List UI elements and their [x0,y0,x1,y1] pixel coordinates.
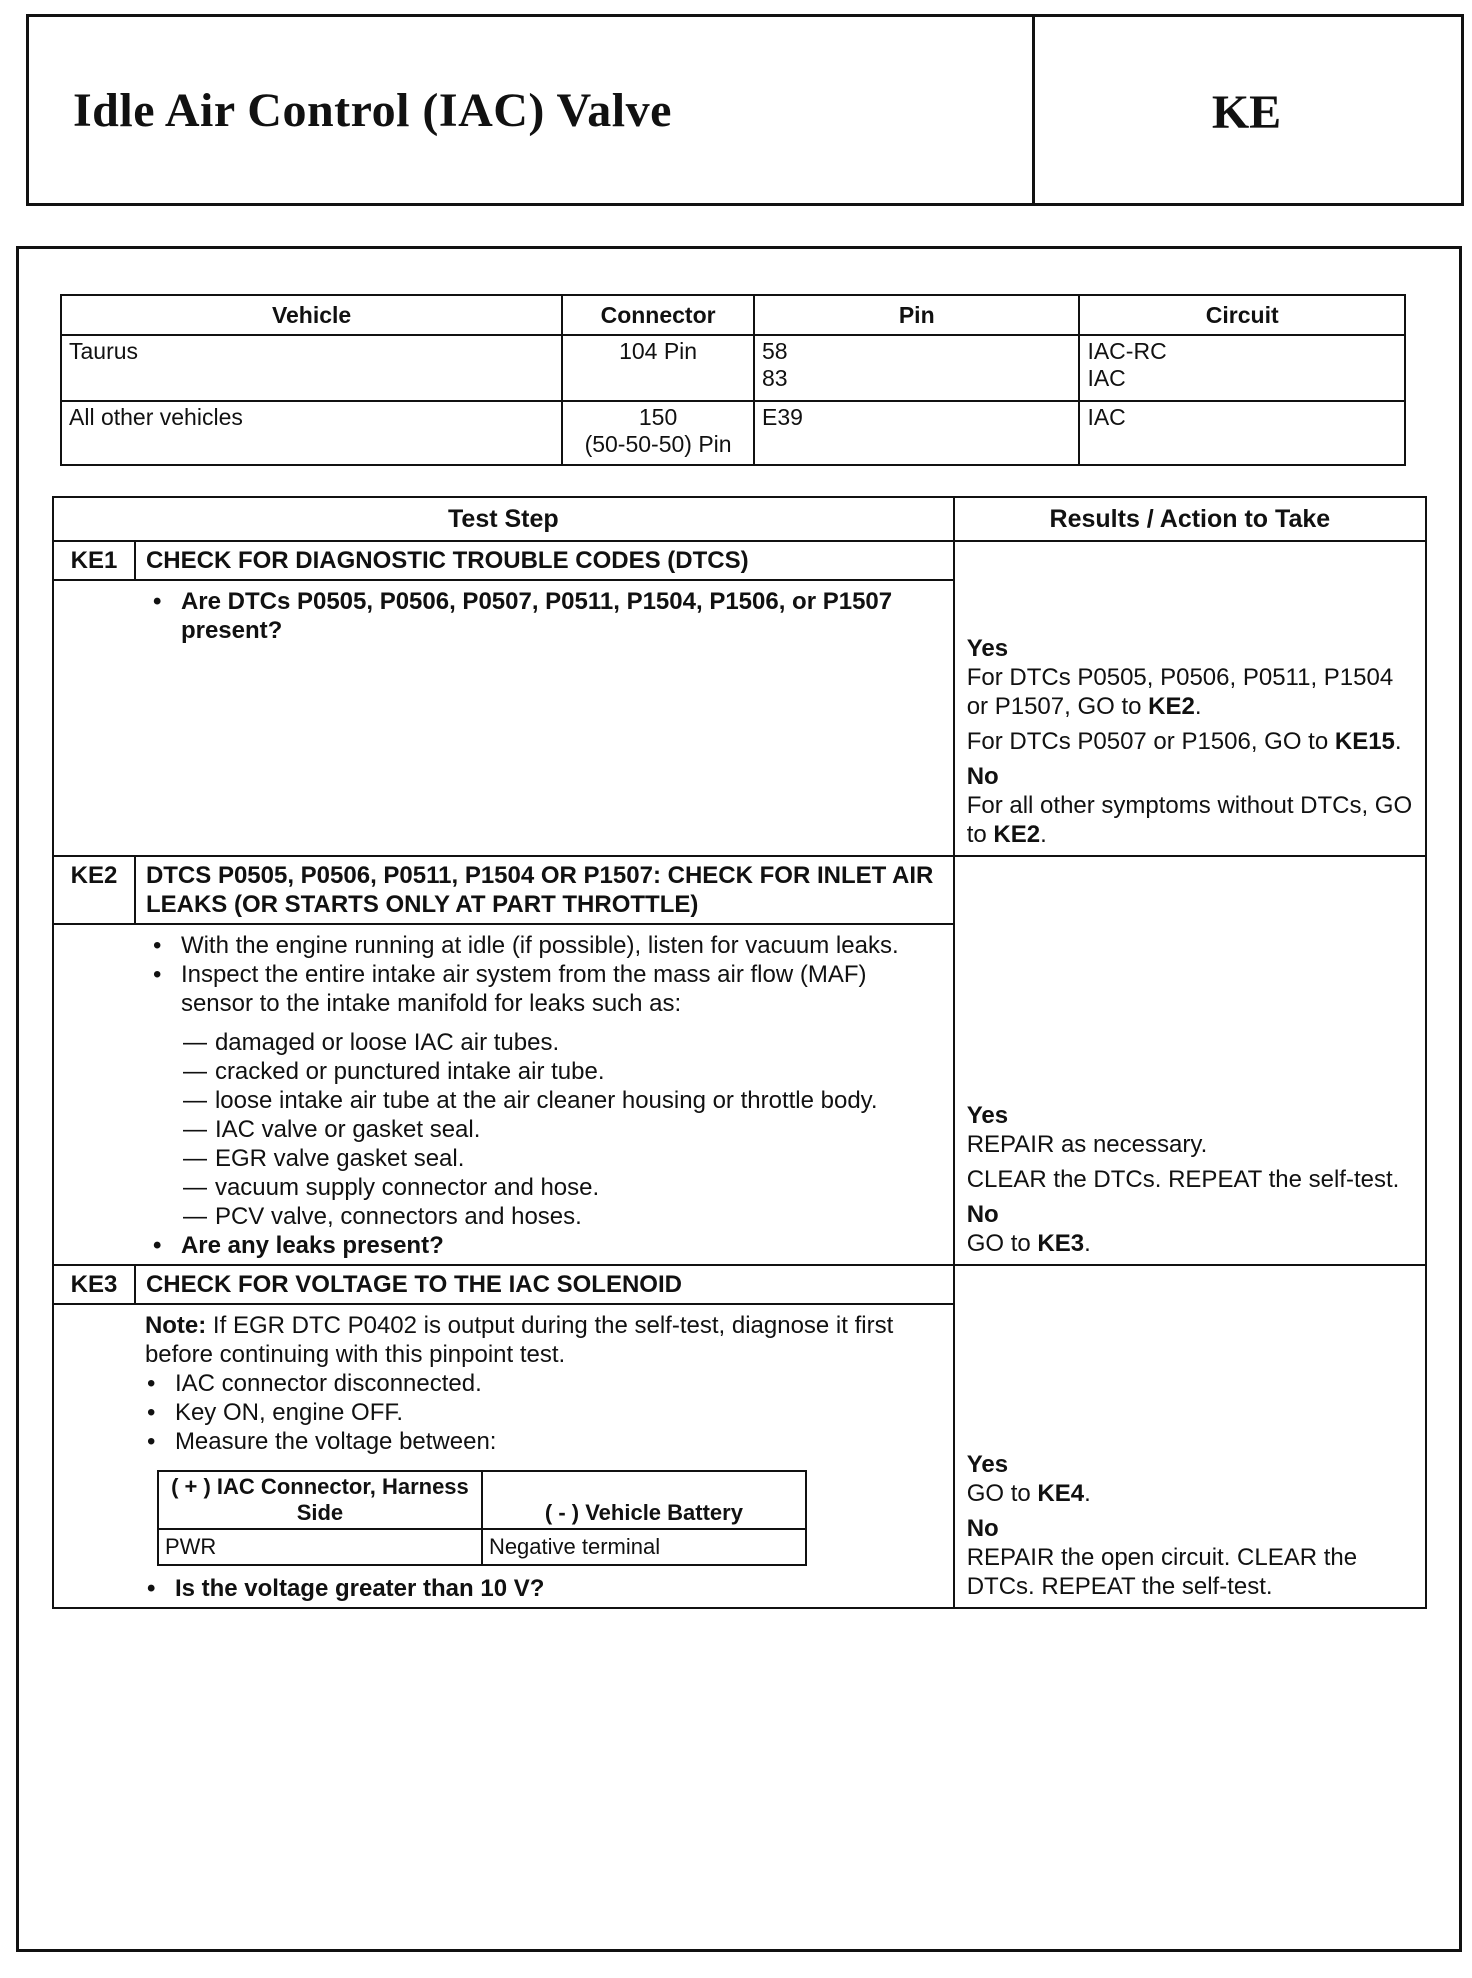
step-ref: KE2 [993,821,1041,848]
cell-connector [562,335,754,401]
cell-pin-line: 83 [762,365,788,391]
result-text: CLEAR the DTCs. REPEAT the self-test. [966,1166,1400,1193]
cell-connector-line: (50-50-50) Pin [584,431,732,457]
step-bullet: • With the engine running at idle (if possible), listen for vacuum leaks. [145,931,943,960]
step-id-spacer [53,1304,135,1608]
col-vehicle: Vehicle [61,295,562,335]
step-title: CHECK FOR DIAGNOSTIC TROUBLE CODES (DTCS) [135,541,954,580]
step-ref: KE3 [1037,1230,1085,1257]
test-step-table [52,496,1427,1609]
step-bullets [145,1231,943,1260]
col-connector: Connector [562,295,754,335]
step-results [954,541,1426,856]
cell-vehicle: All other vehicles [61,401,562,465]
cell-circuit-line: IAC [1087,404,1126,430]
cell-connector-line: 104 Pin [619,338,698,364]
cell-pin [754,335,1079,401]
measurement-header [158,1471,806,1529]
result-text: For DTCs P0507 or P1506, GO to KE15. [966,728,1402,755]
list-item: — cracked or punctured intake air tube. [145,1057,943,1086]
step-ke2-title-row [53,856,1426,924]
step-bullets [139,1369,943,1456]
cell-circuit-line: IAC [1087,365,1126,391]
yes-label: Yes [966,1451,1009,1478]
meas-col-negative: ( - ) Vehicle Battery [482,1471,806,1529]
result-text-part: For DTCs P0505, P0506, P0511, P1504 or P1507, GO to [966,664,1394,720]
list-item: — PCV valve, connectors and hoses. [145,1202,943,1231]
step-bullet: • Key ON, engine OFF. [139,1398,943,1427]
step-id-spacer [53,924,135,1265]
result-text: For all other symptoms without DTCs, GO to KE2. [966,792,1413,848]
step-note [145,1311,943,1369]
result-text: GO to KE4. [966,1480,1091,1507]
cell-pin [754,401,1079,465]
section-code: KE [1211,86,1282,139]
col-results: Results / Action to Take [954,497,1426,541]
step-body [135,924,954,1265]
step-id-spacer [53,580,135,856]
cell-circuit [1079,335,1405,401]
result-text-part: GO to [966,1230,1038,1257]
list-item: — EGR valve gasket seal. [145,1144,943,1173]
step-bullet: • Measure the voltage between: [139,1427,943,1456]
meas-col-positive: ( + ) IAC Connector, Harness Side [158,1471,482,1529]
step-title: CHECK FOR VOLTAGE TO THE IAC SOLENOID [135,1265,954,1304]
step-question: • Are DTCs P0505, P0506, P0507, P0511, P1504, P1506, or P1507 present? [145,587,943,645]
list-item: — IAC valve or gasket seal. [145,1115,943,1144]
note-text: If EGR DTC P0402 is output during the self-test, diagnose it first before continuing with this pinpoint test. [144,1312,894,1368]
cell-circuit [1079,401,1405,465]
no-label: No [966,1201,999,1228]
no-label: No [966,763,999,790]
step-ref: KE2 [1148,693,1195,720]
table-row [158,1529,806,1565]
col-pin: Pin [754,295,1079,335]
cell-connector [562,401,754,465]
step-results [954,1265,1426,1608]
step-bullets [145,587,943,645]
leak-checklist [145,1028,943,1231]
result-text: REPAIR the open circuit. CLEAR the DTCs. REPEAT the self-test. [966,1544,1358,1600]
page-title: Idle Air Control (IAC) Valve [73,84,672,137]
step-ref: KE4 [1037,1480,1085,1507]
step-body [135,580,954,856]
result-text: For DTCs P0505, P0506, P0511, P1504 or P1507, GO to KE2. [966,664,1394,720]
table-row [61,335,1405,401]
step-bullet: • Inspect the entire intake air system from the mass air flow (MAF) sensor to the intake manifold for leaks such as: [145,960,943,1018]
cell-circuit-line: IAC-RC [1087,338,1167,364]
result-text-part: For all other symptoms without DTCs, GO to [966,792,1413,848]
step-question: • Is the voltage greater than 10 V? [139,1574,943,1603]
step-id: KE3 [53,1265,135,1304]
table-row [61,401,1405,465]
meas-cell-positive: PWR [158,1529,482,1565]
step-id: KE1 [53,541,135,580]
step-question: • Are any leaks present? [145,1231,943,1260]
step-title: DTCS P0505, P0506, P0511, P1504 OR P1507: CHECK FOR INLET AIR LEAKS (OR STARTS ONLY AT PART THROTTLE) [135,856,954,924]
measurement-table [157,1470,807,1566]
list-item: — loose intake air tube at the air cleaner housing or throttle body. [145,1086,943,1115]
meas-cell-negative: Negative terminal [482,1529,806,1565]
step-results [954,856,1426,1265]
page-header [26,14,1464,206]
cell-connector-line: 150 [638,404,678,430]
step-bullets [145,931,943,1018]
list-item: — vacuum supply connector and hose. [145,1173,943,1202]
cell-pin-line: 58 [762,338,788,364]
no-label: No [966,1515,999,1542]
connector-table-header [61,295,1405,335]
cell-vehicle: Taurus [61,335,562,401]
result-text: REPAIR as necessary. [966,1131,1208,1158]
col-circuit: Circuit [1079,295,1405,335]
yes-label: Yes [966,635,1009,662]
result-text: GO to KE3. [966,1230,1091,1257]
step-ke3-title-row [53,1265,1426,1304]
step-body [135,1304,954,1608]
list-item: — damaged or loose IAC air tubes. [145,1028,943,1057]
yes-label: Yes [966,1102,1009,1129]
step-ref: KE15 [1334,728,1395,755]
cell-pin-line: E39 [762,404,803,430]
connector-table [60,294,1406,466]
step-id: KE2 [53,856,135,924]
note-label: Note: [144,1312,207,1339]
result-text-part: For DTCs P0507 or P1506, GO to [966,728,1335,755]
step-ke1-title-row [53,541,1426,580]
test-table-header [53,497,1426,541]
result-text-part: GO to [966,1480,1038,1507]
step-bullets [139,1574,943,1603]
step-bullet: • IAC connector disconnected. [139,1369,943,1398]
col-test-step: Test Step [53,497,954,541]
